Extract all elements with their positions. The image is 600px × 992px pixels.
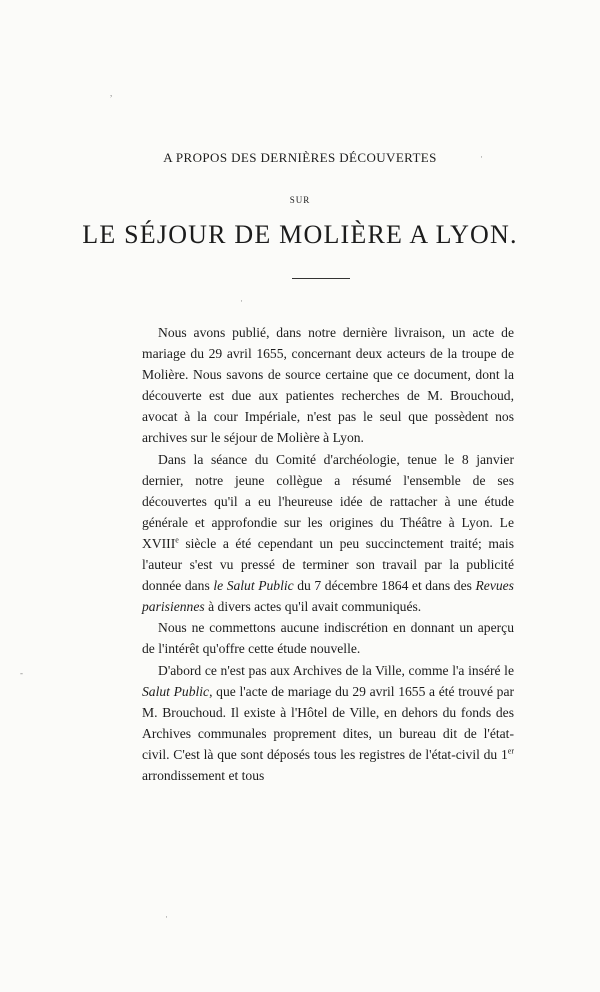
body-text [142, 322, 514, 786]
paragraph-2 [142, 449, 514, 618]
speck-mark: · [480, 152, 483, 162]
speck-mark: · [240, 296, 243, 306]
title-rule [292, 278, 350, 279]
header-line-2: SUR [289, 195, 311, 205]
paragraph-4 [142, 660, 514, 787]
paragraph-2-text: Dans la séance du Comité d'archéologie, tenue le 8 janvier dernier, notre jeune collègue a résumé l'ensemble de ses découvertes qu'il a eu l'heureuse idée de rattacher à une étude générale et approfondie sur les origines du Théâtre à Lyon. Le XVIII [142, 451, 514, 551]
italic-title: Revues parisiennes [142, 578, 514, 615]
italic-title: le Salut Public [213, 578, 294, 594]
paragraph-2-text: siècle a été cependant un peu succinctement traité; mais l'auteur s'est vu pressé de terminer son travail par la publicité donnée dans [142, 535, 514, 594]
paragraph-3: Nous ne commettons aucune indiscrétion en donnant un aperçu de l'intérêt qu'offre cette étude nouvelle. [142, 620, 514, 657]
paragraph-4-text: arrondissement et tous [142, 767, 265, 783]
speck-mark: - [20, 668, 23, 678]
superscript-e: e [175, 535, 179, 545]
paragraph-2-text: du 7 décembre 1864 et dans des [293, 578, 476, 594]
superscript-er: er [507, 746, 514, 756]
header-line-1: A PROPOS DES DERNIÈRES DÉCOUVERTES [163, 150, 437, 165]
speck-mark: , [110, 88, 113, 98]
italic-title: Salut Public [142, 683, 210, 699]
speck-mark: · [165, 912, 168, 922]
paragraph-2-text: à divers actes qu'il avait communiqués. [204, 599, 422, 615]
paragraph-1: Nous avons publié, dans notre dernière livraison, un acte de mariage du 29 avril 1655, concernant deux acteurs de la troupe de Molière. Nous savons de source certaine que ce document, dont la découverte est due aux patientes recherches de M. Brouchoud, avocat à la cour Impériale, n'est pas le seul que possèdent nos archives sur le séjour de Molière à Lyon. [142, 325, 514, 446]
paragraph-4-text: , que l'acte de mariage du 29 avril 1655 a été trouvé par M. Brouchoud. Il existe à l'Hôtel de Ville, en dehors du fonds des Archives communales proprement dites, un bureau dit de l'état-civil. C'est là que sont déposés tous les registres de l'état-civil du 1 [142, 683, 515, 762]
page-title: LE SÉJOUR DE MOLIÈRE A LYON. [82, 220, 518, 249]
paragraph-4-text: D'abord ce n'est pas aux Archives de la Ville, comme l'a inséré le [158, 662, 514, 678]
